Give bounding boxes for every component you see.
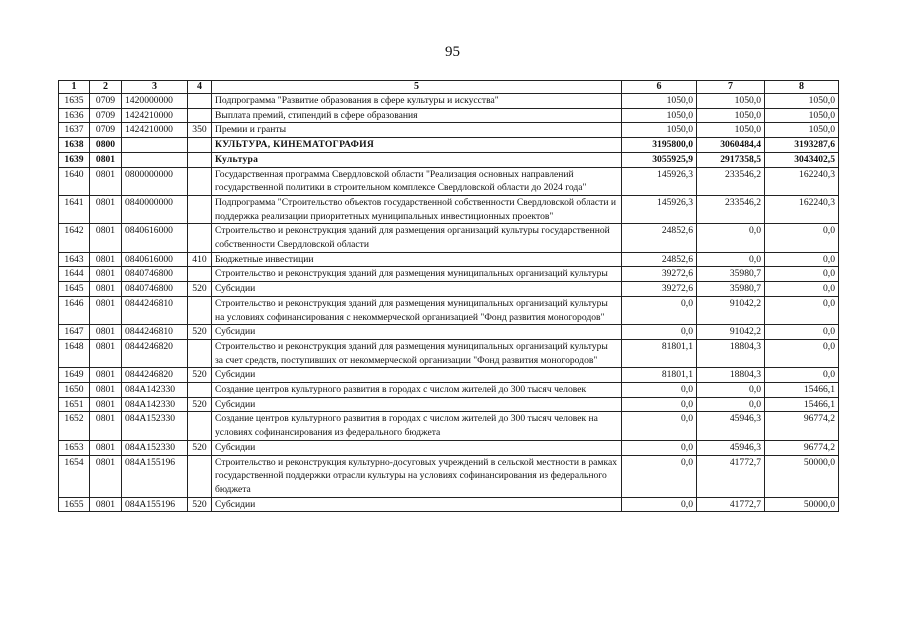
amount-col-6: 0,0 — [622, 296, 697, 324]
amount-col-7: 35980,7 — [697, 267, 765, 282]
target-article-code: 0844246810 — [122, 325, 188, 340]
expense-type-code — [188, 195, 212, 223]
section-code: 0800 — [90, 138, 122, 153]
amount-col-7: 2917358,5 — [697, 152, 765, 167]
amount-col-6: 0,0 — [622, 412, 697, 440]
amount-col-6: 24852,6 — [622, 252, 697, 267]
target-article-code: 084A155196 — [122, 455, 188, 497]
table-row — [59, 152, 839, 167]
amount-col-8: 1050,0 — [765, 123, 839, 138]
item-name: Бюджетные инвестиции — [212, 252, 622, 267]
amount-col-6: 0,0 — [622, 440, 697, 455]
amount-col-6: 0,0 — [622, 497, 697, 512]
amount-col-8: 0,0 — [765, 267, 839, 282]
expense-type-code — [188, 412, 212, 440]
table-row — [59, 325, 839, 340]
amount-col-7: 41772,7 — [697, 497, 765, 512]
amount-col-7: 45946,3 — [697, 440, 765, 455]
table-row — [59, 282, 839, 297]
amount-col-6: 24852,6 — [622, 224, 697, 252]
amount-col-6: 1050,0 — [622, 108, 697, 123]
amount-col-8: 0,0 — [765, 224, 839, 252]
amount-col-7: 3060484,4 — [697, 138, 765, 153]
item-name: Премии и гранты — [212, 123, 622, 138]
section-code: 0801 — [90, 455, 122, 497]
row-number: 1645 — [59, 282, 90, 297]
header-col-4: 4 — [188, 81, 212, 94]
row-number: 1653 — [59, 440, 90, 455]
table-row — [59, 224, 839, 252]
row-number: 1635 — [59, 94, 90, 109]
amount-col-8: 3193287,6 — [765, 138, 839, 153]
amount-col-8: 96774,2 — [765, 440, 839, 455]
item-name: Подпрограмма "Строительство объектов государственной собственности Свердловской области и поддержка реализации приоритетных муниципальных инвестиционных проектов" — [212, 195, 622, 223]
item-name: Строительство и реконструкция зданий для размещения организаций культуры государственной собственности Свердловской области — [212, 224, 622, 252]
amount-col-7: 1050,0 — [697, 108, 765, 123]
amount-col-7: 233546,2 — [697, 167, 765, 195]
expense-type-code — [188, 94, 212, 109]
amount-col-8: 0,0 — [765, 282, 839, 297]
expense-type-code: 350 — [188, 123, 212, 138]
amount-col-7: 0,0 — [697, 252, 765, 267]
amount-col-8: 15466,1 — [765, 383, 839, 398]
section-code: 0801 — [90, 267, 122, 282]
row-number: 1650 — [59, 383, 90, 398]
amount-col-7: 18804,3 — [697, 339, 765, 367]
target-article-code: 0844246810 — [122, 296, 188, 324]
amount-col-7: 91042,2 — [697, 325, 765, 340]
page-number: 95 — [445, 44, 460, 60]
amount-col-6: 39272,6 — [622, 282, 697, 297]
amount-col-6: 1050,0 — [622, 123, 697, 138]
expense-type-code — [188, 339, 212, 367]
table-row — [59, 252, 839, 267]
target-article-code — [122, 152, 188, 167]
table-row — [59, 108, 839, 123]
target-article-code: 0840746800 — [122, 267, 188, 282]
row-number: 1638 — [59, 138, 90, 153]
table-row — [59, 167, 839, 195]
header-col-3: 3 — [122, 81, 188, 94]
expense-type-code: 520 — [188, 440, 212, 455]
row-number: 1652 — [59, 412, 90, 440]
item-name: КУЛЬТУРА, КИНЕМАТОГРАФИЯ — [212, 138, 622, 153]
table-row — [59, 383, 839, 398]
row-number: 1639 — [59, 152, 90, 167]
table-row — [59, 339, 839, 367]
amount-col-8: 0,0 — [765, 325, 839, 340]
row-number: 1637 — [59, 123, 90, 138]
amount-col-6: 0,0 — [622, 383, 697, 398]
target-article-code: 0840000000 — [122, 195, 188, 223]
row-number: 1644 — [59, 267, 90, 282]
item-name: Подпрограмма "Развитие образования в сфере культуры и искусства" — [212, 94, 622, 109]
table-row — [59, 412, 839, 440]
row-number: 1636 — [59, 108, 90, 123]
section-code: 0801 — [90, 383, 122, 398]
table-row — [59, 455, 839, 497]
item-name: Субсидии — [212, 440, 622, 455]
amount-col-8: 0,0 — [765, 252, 839, 267]
table-row — [59, 440, 839, 455]
row-number: 1648 — [59, 339, 90, 367]
header-col-8: 8 — [765, 81, 839, 94]
expense-type-code — [188, 138, 212, 153]
target-article-code: 0800000000 — [122, 167, 188, 195]
row-number: 1647 — [59, 325, 90, 340]
section-code: 0801 — [90, 195, 122, 223]
header-col-1: 1 — [59, 81, 90, 94]
expense-type-code — [188, 296, 212, 324]
amount-col-8: 0,0 — [765, 368, 839, 383]
section-code: 0801 — [90, 412, 122, 440]
row-number: 1649 — [59, 368, 90, 383]
section-code: 0709 — [90, 94, 122, 109]
header-col-5: 5 — [212, 81, 622, 94]
amount-col-6: 0,0 — [622, 397, 697, 412]
expense-type-code: 520 — [188, 282, 212, 297]
row-number: 1651 — [59, 397, 90, 412]
target-article-code: 0840616000 — [122, 224, 188, 252]
item-name: Строительство и реконструкция культурно-досуговых учреждений в сельской местности в рамках государственной поддержки отрасли культуры на условиях софинансирования из федерального бюджета — [212, 455, 622, 497]
row-number: 1655 — [59, 497, 90, 512]
amount-col-7: 1050,0 — [697, 94, 765, 109]
target-article-code: 084A142330 — [122, 383, 188, 398]
amount-col-6: 1050,0 — [622, 94, 697, 109]
item-name: Строительство и реконструкция зданий для размещения муниципальных организаций культуры за счет средств, поступивших от некоммерческой организации "Фонд развития моногородов" — [212, 339, 622, 367]
table-row — [59, 267, 839, 282]
target-article-code: 084A152330 — [122, 440, 188, 455]
section-code: 0801 — [90, 152, 122, 167]
amount-col-7: 41772,7 — [697, 455, 765, 497]
section-code: 0801 — [90, 252, 122, 267]
table-row — [59, 138, 839, 153]
expense-type-code — [188, 152, 212, 167]
amount-col-8: 1050,0 — [765, 108, 839, 123]
target-article-code: 0840746800 — [122, 282, 188, 297]
target-article-code: 0844246820 — [122, 368, 188, 383]
expense-type-code: 520 — [188, 397, 212, 412]
row-number: 1643 — [59, 252, 90, 267]
expense-type-code — [188, 224, 212, 252]
target-article-code: 1420000000 — [122, 94, 188, 109]
table-row — [59, 94, 839, 109]
amount-col-8: 96774,2 — [765, 412, 839, 440]
amount-col-8: 162240,3 — [765, 195, 839, 223]
target-article-code: 0840616000 — [122, 252, 188, 267]
item-name: Создание центров культурного развития в городах с числом жителей до 300 тысяч человек на условиях софинансирования из федерального бюджета — [212, 412, 622, 440]
header-col-7: 7 — [697, 81, 765, 94]
section-code: 0801 — [90, 224, 122, 252]
header-col-6: 6 — [622, 81, 697, 94]
amount-col-8: 3043402,5 — [765, 152, 839, 167]
amount-col-8: 0,0 — [765, 339, 839, 367]
item-name: Создание центров культурного развития в городах с числом жителей до 300 тысяч человек — [212, 383, 622, 398]
amount-col-6: 3055925,9 — [622, 152, 697, 167]
item-name: Субсидии — [212, 282, 622, 297]
amount-col-7: 1050,0 — [697, 123, 765, 138]
amount-col-8: 0,0 — [765, 296, 839, 324]
table-body — [59, 94, 839, 512]
amount-col-6: 3195800,0 — [622, 138, 697, 153]
amount-col-7: 45946,3 — [697, 412, 765, 440]
item-name: Выплата премий, стипендий в сфере образования — [212, 108, 622, 123]
section-code: 0801 — [90, 397, 122, 412]
budget-table — [58, 80, 839, 512]
expense-type-code — [188, 267, 212, 282]
item-name: Строительство и реконструкция зданий для размещения муниципальных организаций культуры на условиях софинансирования с некоммерческой организацией "Фонд развития моногородов" — [212, 296, 622, 324]
expense-type-code: 520 — [188, 497, 212, 512]
amount-col-6: 0,0 — [622, 455, 697, 497]
amount-col-8: 162240,3 — [765, 167, 839, 195]
section-code: 0801 — [90, 440, 122, 455]
row-number: 1641 — [59, 195, 90, 223]
amount-col-6: 145926,3 — [622, 167, 697, 195]
section-code: 0801 — [90, 339, 122, 367]
expense-type-code — [188, 108, 212, 123]
table-row — [59, 123, 839, 138]
amount-col-8: 15466,1 — [765, 397, 839, 412]
header-col-2: 2 — [90, 81, 122, 94]
table-row — [59, 368, 839, 383]
amount-col-7: 0,0 — [697, 383, 765, 398]
target-article-code: 1424210000 — [122, 108, 188, 123]
section-code: 0709 — [90, 108, 122, 123]
section-code: 0801 — [90, 368, 122, 383]
amount-col-7: 18804,3 — [697, 368, 765, 383]
row-number: 1640 — [59, 167, 90, 195]
target-article-code — [122, 138, 188, 153]
section-code: 0801 — [90, 282, 122, 297]
item-name: Субсидии — [212, 397, 622, 412]
amount-col-7: 0,0 — [697, 224, 765, 252]
expense-type-code — [188, 383, 212, 398]
section-code: 0801 — [90, 497, 122, 512]
section-code: 0801 — [90, 296, 122, 324]
item-name: Субсидии — [212, 325, 622, 340]
section-code: 0801 — [90, 325, 122, 340]
target-article-code: 084A152330 — [122, 412, 188, 440]
amount-col-6: 81801,1 — [622, 368, 697, 383]
item-name: Государственная программа Свердловской области "Реализация основных направлений государственной политики в строительном комплексе Свердловской области до 2024 года" — [212, 167, 622, 195]
item-name: Субсидии — [212, 368, 622, 383]
section-code: 0709 — [90, 123, 122, 138]
row-number: 1642 — [59, 224, 90, 252]
amount-col-6: 0,0 — [622, 325, 697, 340]
expense-type-code: 520 — [188, 325, 212, 340]
amount-col-8: 50000,0 — [765, 455, 839, 497]
expense-type-code — [188, 455, 212, 497]
table-row — [59, 497, 839, 512]
amount-col-6: 81801,1 — [622, 339, 697, 367]
section-code: 0801 — [90, 167, 122, 195]
amount-col-7: 0,0 — [697, 397, 765, 412]
expense-type-code: 520 — [188, 368, 212, 383]
amount-col-6: 145926,3 — [622, 195, 697, 223]
target-article-code: 0844246820 — [122, 339, 188, 367]
amount-col-8: 1050,0 — [765, 94, 839, 109]
row-number: 1654 — [59, 455, 90, 497]
expense-type-code: 410 — [188, 252, 212, 267]
row-number: 1646 — [59, 296, 90, 324]
amount-col-8: 50000,0 — [765, 497, 839, 512]
target-article-code: 084A155196 — [122, 497, 188, 512]
amount-col-7: 233546,2 — [697, 195, 765, 223]
table-row — [59, 397, 839, 412]
target-article-code: 084A142330 — [122, 397, 188, 412]
item-name: Субсидии — [212, 497, 622, 512]
item-name: Культура — [212, 152, 622, 167]
amount-col-6: 39272,6 — [622, 267, 697, 282]
amount-col-7: 91042,2 — [697, 296, 765, 324]
amount-col-7: 35980,7 — [697, 282, 765, 297]
table-row — [59, 296, 839, 324]
expense-type-code — [188, 167, 212, 195]
table-header-row — [59, 81, 839, 94]
target-article-code: 1424210000 — [122, 123, 188, 138]
table-row — [59, 195, 839, 223]
item-name: Строительство и реконструкция зданий для размещения муниципальных организаций культуры — [212, 267, 622, 282]
